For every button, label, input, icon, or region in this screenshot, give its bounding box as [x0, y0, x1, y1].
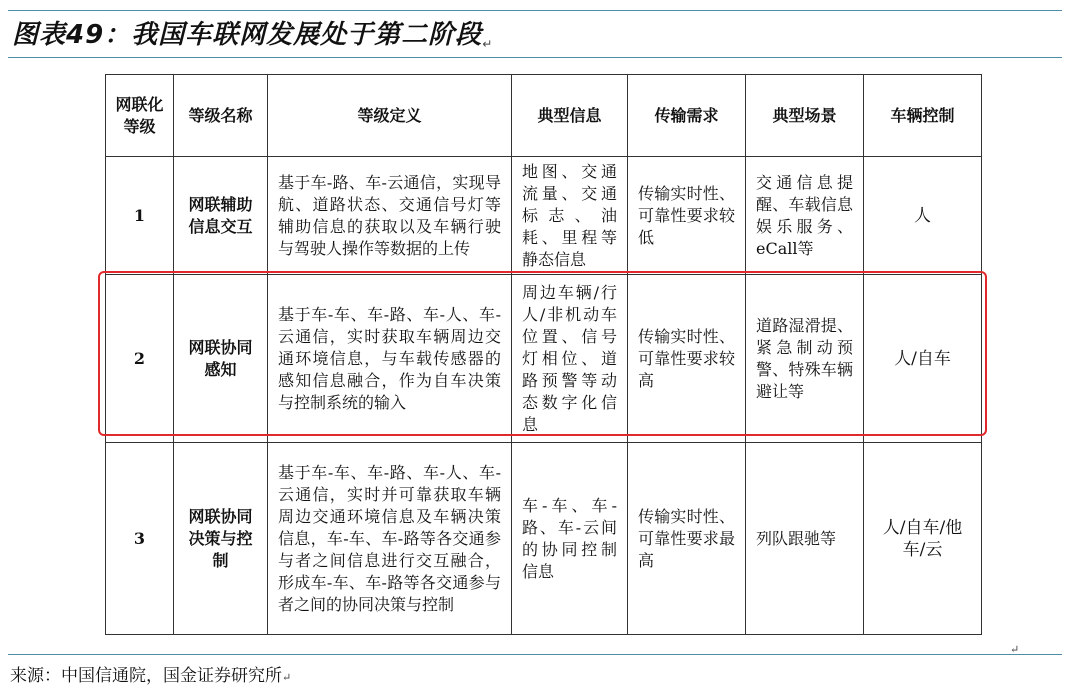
typical-info: 地图、交通流量、交通标志、油耗、里程等静态信息 [512, 157, 628, 275]
header-typical-info: 典型信息 [512, 75, 628, 157]
typical-scenario: 交通信息提醒、车载信息娱乐服务、eCall等 [746, 157, 864, 275]
source-note [10, 661, 291, 686]
level-definition: 基于车-车、车-路、车-人、车-云通信，实时获取车辆周边交通环境信息，与车载传感器的感知信息融合，作为自车决策与控制系统的输入 [268, 275, 512, 443]
title-top-rule [8, 10, 1062, 11]
header-network-level: 网联化等级 [106, 75, 174, 157]
title-bottom-rule [8, 57, 1062, 58]
header-transmission-need: 传输需求 [628, 75, 746, 157]
typical-scenario: 道路湿滑提、紧急制动预警、特殊车辆避让等 [746, 275, 864, 443]
header-level-definition: 等级定义 [268, 75, 512, 157]
vehicle-control: 人 [864, 157, 982, 275]
table-row [106, 275, 982, 443]
level-name: 网联协同决策与控制 [174, 443, 268, 635]
paragraph-mark-icon: ↵ [1010, 643, 1020, 656]
table-header-row [106, 75, 982, 157]
source-top-rule [8, 654, 1062, 655]
figure-title [12, 14, 493, 51]
header-vehicle-control: 车辆控制 [864, 75, 982, 157]
vehicle-control: 人/自车 [864, 275, 982, 443]
level-name: 网联协同感知 [174, 275, 268, 443]
connected-vehicle-level-table [105, 74, 982, 635]
vehicle-control: 人/自车/他车/云 [864, 443, 982, 635]
level-number: 3 [106, 443, 174, 635]
figure-title-text: 图表49：我国车联网发展处于第二阶段 [12, 20, 483, 50]
transmission-need: 传输实时性、可靠性要求最高 [628, 443, 746, 635]
typical-info: 周边车辆/行人/非机动车位置、信号灯相位、道路预警等动态数字化信息 [512, 275, 628, 443]
typical-scenario: 列队跟驰等 [746, 443, 864, 635]
paragraph-mark-icon: ↵ [282, 671, 292, 684]
level-definition: 基于车-路、车-云通信，实现导航、道路状态、交通信号灯等辅助信息的获取以及车辆行驶与驾驶人操作等数据的上传 [268, 157, 512, 275]
level-name: 网联辅助信息交互 [174, 157, 268, 275]
paragraph-mark-icon: ↵ [482, 37, 494, 51]
level-number: 2 [106, 275, 174, 443]
level-definition: 基于车-车、车-路、车-人、车-云通信，实时并可靠获取车辆周边交通环境信息及车辆决策信息，车-车、车-路等各交通参与者之间信息进行交互融合，形成车-车、车-路等各交通参与者之间的协同决策与控制 [268, 443, 512, 635]
typical-info: 车-车、车-路、车-云间的协同控制信息 [512, 443, 628, 635]
transmission-need: 传输实时性、可靠性要求较高 [628, 275, 746, 443]
header-level-name: 等级名称 [174, 75, 268, 157]
transmission-need: 传输实时性、可靠性要求较低 [628, 157, 746, 275]
table-row [106, 443, 982, 635]
source-text: 来源：中国信通院，国金证券研究所 [10, 666, 282, 686]
header-typical-scenario: 典型场景 [746, 75, 864, 157]
table-row [106, 157, 982, 275]
level-number: 1 [106, 157, 174, 275]
